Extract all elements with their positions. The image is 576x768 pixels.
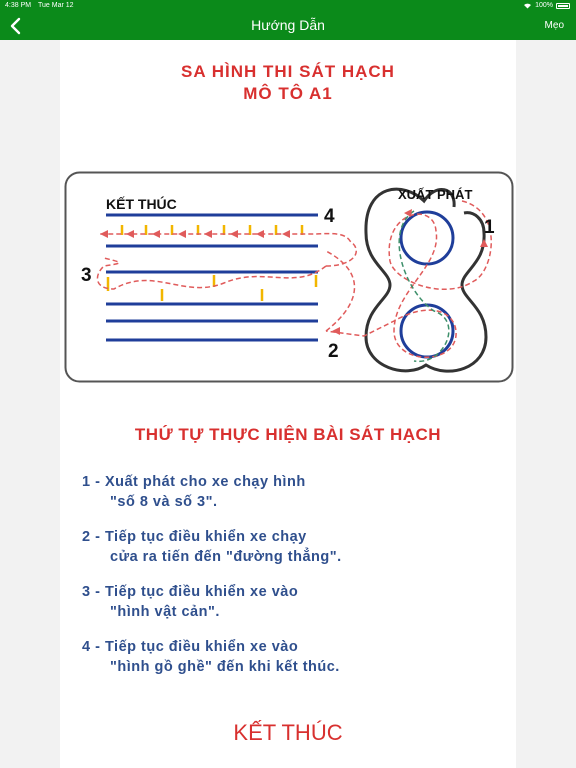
start-label: XUẤT PHÁT bbox=[398, 187, 473, 202]
battery-percent: 100% bbox=[535, 2, 553, 9]
navigation-bar bbox=[0, 11, 576, 40]
step-line: 2 - Tiếp tục điều khiển xe chạy bbox=[82, 529, 307, 545]
step-line: 4 - Tiếp tục điều khiển xe vào bbox=[82, 639, 299, 655]
end-title: KẾT THÚC bbox=[233, 720, 343, 745]
end-label: KẾT THÚC bbox=[106, 196, 177, 212]
step-line-continued: "số 8 và số 3". bbox=[110, 494, 218, 510]
marker-1: 1 bbox=[484, 217, 495, 238]
tips-button[interactable]: Mẹo bbox=[544, 20, 564, 31]
guide-content bbox=[60, 40, 516, 768]
step-item bbox=[82, 472, 306, 512]
status-right bbox=[523, 0, 570, 11]
status-date: Tue Mar 12 bbox=[38, 2, 74, 9]
step-line-continued: "hình vật cản". bbox=[110, 604, 220, 620]
wifi-icon bbox=[523, 2, 532, 9]
step-item bbox=[82, 582, 298, 622]
status-bar bbox=[0, 0, 576, 11]
marker-4: 4 bbox=[324, 206, 335, 227]
page-title: Hướng Dẫn bbox=[251, 17, 325, 33]
step-item bbox=[82, 637, 340, 677]
course-diagram bbox=[64, 171, 514, 385]
guide-subtitle: MÔ TÔ A1 bbox=[243, 84, 333, 103]
step-line-continued: cửa ra tiến đến "đường thẳng". bbox=[110, 549, 342, 565]
step-line: 3 - Tiếp tục điều khiển xe vào bbox=[82, 584, 299, 600]
step-line-continued: "hình gồ ghề" đến khi kết thúc. bbox=[110, 659, 340, 675]
order-title: THỨ TỰ THỰC HIỆN BÀI SÁT HẠCH bbox=[134, 425, 442, 444]
battery-icon bbox=[556, 3, 570, 9]
step-item bbox=[82, 527, 342, 567]
guide-title: SA HÌNH THI SÁT HẠCH bbox=[181, 62, 395, 81]
step-line: 1 - Xuất phát cho xe chạy hình bbox=[82, 474, 306, 490]
marker-2: 2 bbox=[328, 341, 339, 362]
status-time: 4:38 PM bbox=[5, 2, 32, 9]
marker-3: 3 bbox=[81, 265, 92, 286]
